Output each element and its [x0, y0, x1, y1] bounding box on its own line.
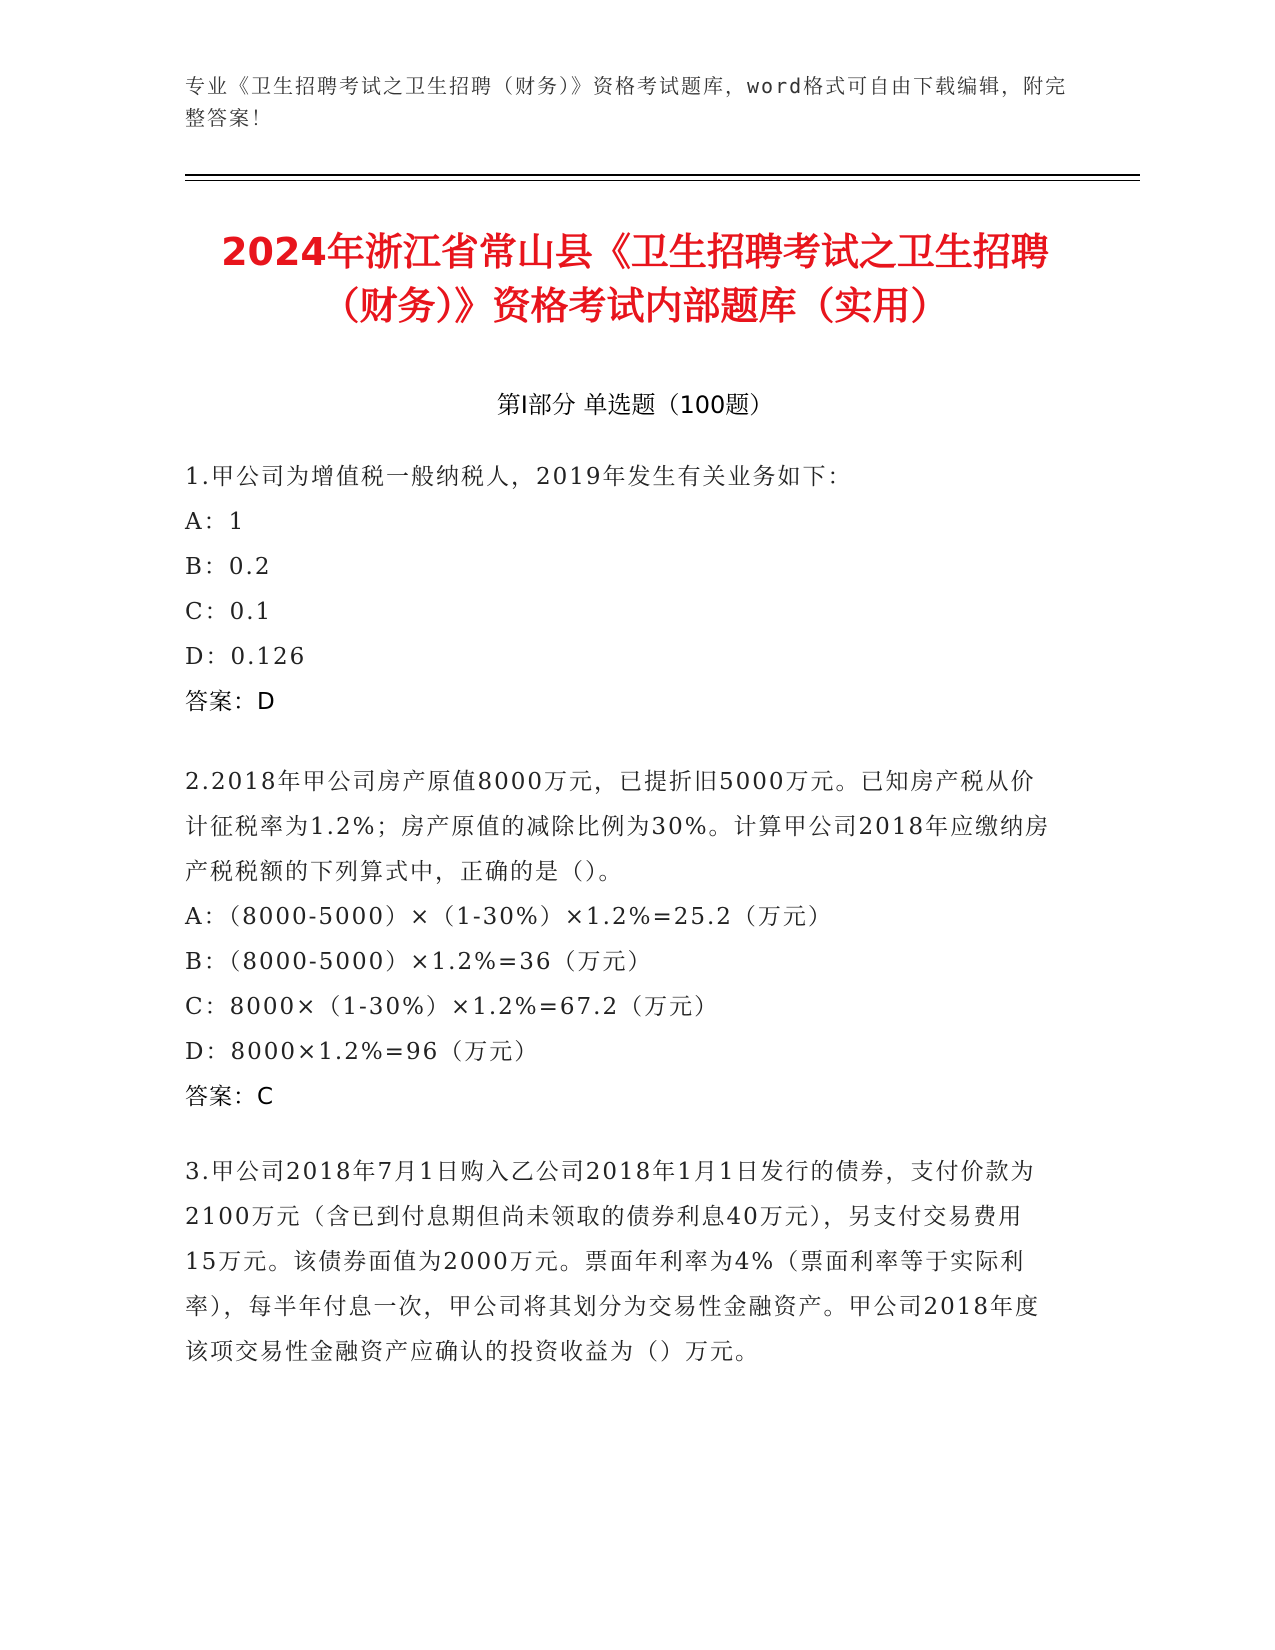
question-2 — [185, 760, 1055, 1120]
option-c: C：8000×（1-30%）×1.2%=67.2（万元） — [185, 994, 720, 1020]
question-stem: 3.甲公司2018年7月1日购入乙公司2018年1月1日发行的债券，支付价款为2100万元（含已到付息期但尚未领取的债券利息40万元），另支付交易费用15万元。该债券面值为2000万元。票面年利率为4%（票面利率等于实际利率），每半年付息一次，甲公司将其划分为交易性金融资产。甲公司2018年度该项交易性金融资产应确认的投资收益为（）万元。 — [185, 1159, 1041, 1365]
question-stem: 2.2018年甲公司房产原值8000万元，已提折旧5000万元。已知房产税从价计征税率为1.2%；房产原值的减除比例为30%。计算甲公司2018年应缴纳房产税税额的下列算式中，正确的是（）。 — [185, 769, 1051, 885]
header-rule-thin — [185, 180, 1140, 181]
question-stem: 1.甲公司为增值税一般纳税人，2019年发生有关业务如下： — [185, 464, 853, 490]
document-title: 2024年浙江省常山县《卫生招聘考试之卫生招聘（财务）》资格考试内部题库（实用） — [221, 230, 1049, 328]
option-a: A：（8000-5000）×（1-30%）×1.2%=25.2（万元） — [185, 904, 833, 930]
option-c: C：0.1 — [185, 599, 273, 625]
answer: 答案：C — [185, 1084, 275, 1110]
header-rule-thick — [185, 174, 1140, 176]
option-b: B：0.2 — [185, 554, 272, 580]
answer: 答案：D — [185, 689, 276, 715]
header-note: 专业《卫生招聘考试之卫生招聘（财务）》资格考试题库，word格式可自由下载编辑，附完整答案！ — [185, 74, 1068, 130]
option-a: A：1 — [185, 509, 246, 535]
question-1 — [185, 455, 1055, 725]
option-d: D：8000×1.2%=96（万元） — [185, 1039, 540, 1065]
option-b: B：（8000-5000）×1.2%=36（万元） — [185, 949, 653, 975]
question-3 — [185, 1150, 1055, 1375]
option-d: D：0.126 — [185, 644, 307, 670]
section-title: 第I部分 单选题（100题） — [496, 391, 774, 419]
